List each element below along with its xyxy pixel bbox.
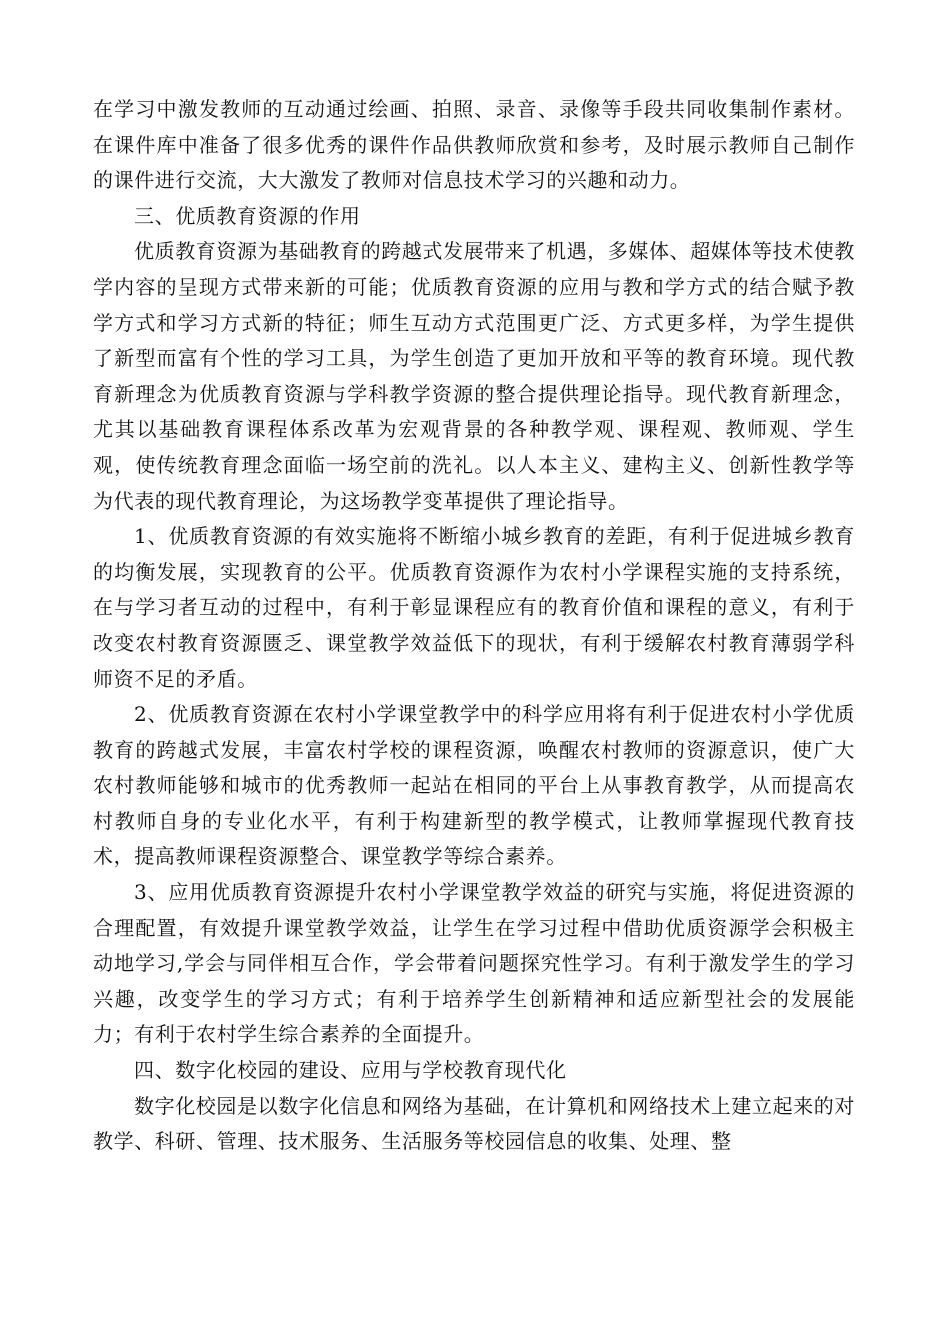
document-page (93, 92, 855, 1160)
paragraph-point-1: 1、优质教育资源的有效实施将不断缩小城乡教育的差距，有利于促进城乡教育的均衡发展，实现教育的公平。优质教育资源作为农村小学课程实施的支持系统，在与学习者互动的过程中，有利于彰显课程应有的教育价值和课程的意义，有利于改变农村教育资源匮乏、课堂教学效益低下的现状，有利于缓解农村教育薄弱学科师资不足的矛盾。 (93, 524, 855, 691)
paragraph-role-of-resources: 优质教育资源为基础教育的跨越式发展带来了机遇，多媒体、超媒体等技术使教学内容的呈现方式带来新的可能；优质教育资源的应用与教和学方式的结合赋予教学方式和学习方式新的特征；师生互动方式范围更广泛、方式更多样，为学生提供了新型而富有个性的学习工具，为学生创造了更加开放和平等的教育环境。现代教育新理念为优质教育资源与学科教学资源的整合提供理论指导。现代教育新理念，尤其以基础教育课程体系改革为宏观背景的各种教学观、课程观、教师观、学生观，使传统教育理念面临一场空前的洗礼。以人本主义、建构主义、创新性教学等为代表的现代教育理论，为这场教学变革提供了理论指导。 (93, 239, 855, 513)
paragraph-digital-campus: 数字化校园是以数字化信息和网络为基础，在计算机和网络技术上建立起来的对教学、科研、管理、技术服务、生活服务等校园信息的收集、处理、整 (93, 1093, 855, 1154)
section-heading-4: 四、数字化校园的建设、应用与学校教育现代化 (134, 1058, 567, 1083)
paragraph-point-2: 2、优质教育资源在农村小学课堂教学中的科学应用将有利于促进农村小学优质教育的跨越式发展，丰富农村学校的课程资源，唤醒农村教师的资源意识，使广大农村教师能够和城市的优秀教师一起站在相同的平台上从事教育教学，从而提高农村教师自身的专业化水平，有利于构建新型的教学模式，让教师掌握现代教育技术，提高教师课程资源整合、课堂教学等综合素养。 (93, 702, 855, 869)
paragraph-continuation: 在学习中激发教师的互动通过绘画、拍照、录音、录像等手段共同收集制作素材。在课件库中准备了很多优秀的课件作品供教师欣赏和参考，及时展示教师自己制作的课件进行交流，大大激发了教师对信息技术学习的兴趣和动力。 (93, 97, 855, 193)
paragraph-point-3: 3、应用优质教育资源提升农村小学课堂教学效益的研究与实施，将促进资源的合理配置，有效提升课堂教学效益，让学生在学习过程中借助优质资源学会积极主动地学习,学会与同伴相互合作，学会带着问题探究性学习。有利于激发学生的学习兴趣，改变学生的学习方式；有利于培养学生创新精神和适应新型社会的发展能力；有利于农村学生综合素养的全面提升。 (93, 880, 855, 1047)
section-heading-3: 三、优质教育资源的作用 (134, 203, 361, 228)
